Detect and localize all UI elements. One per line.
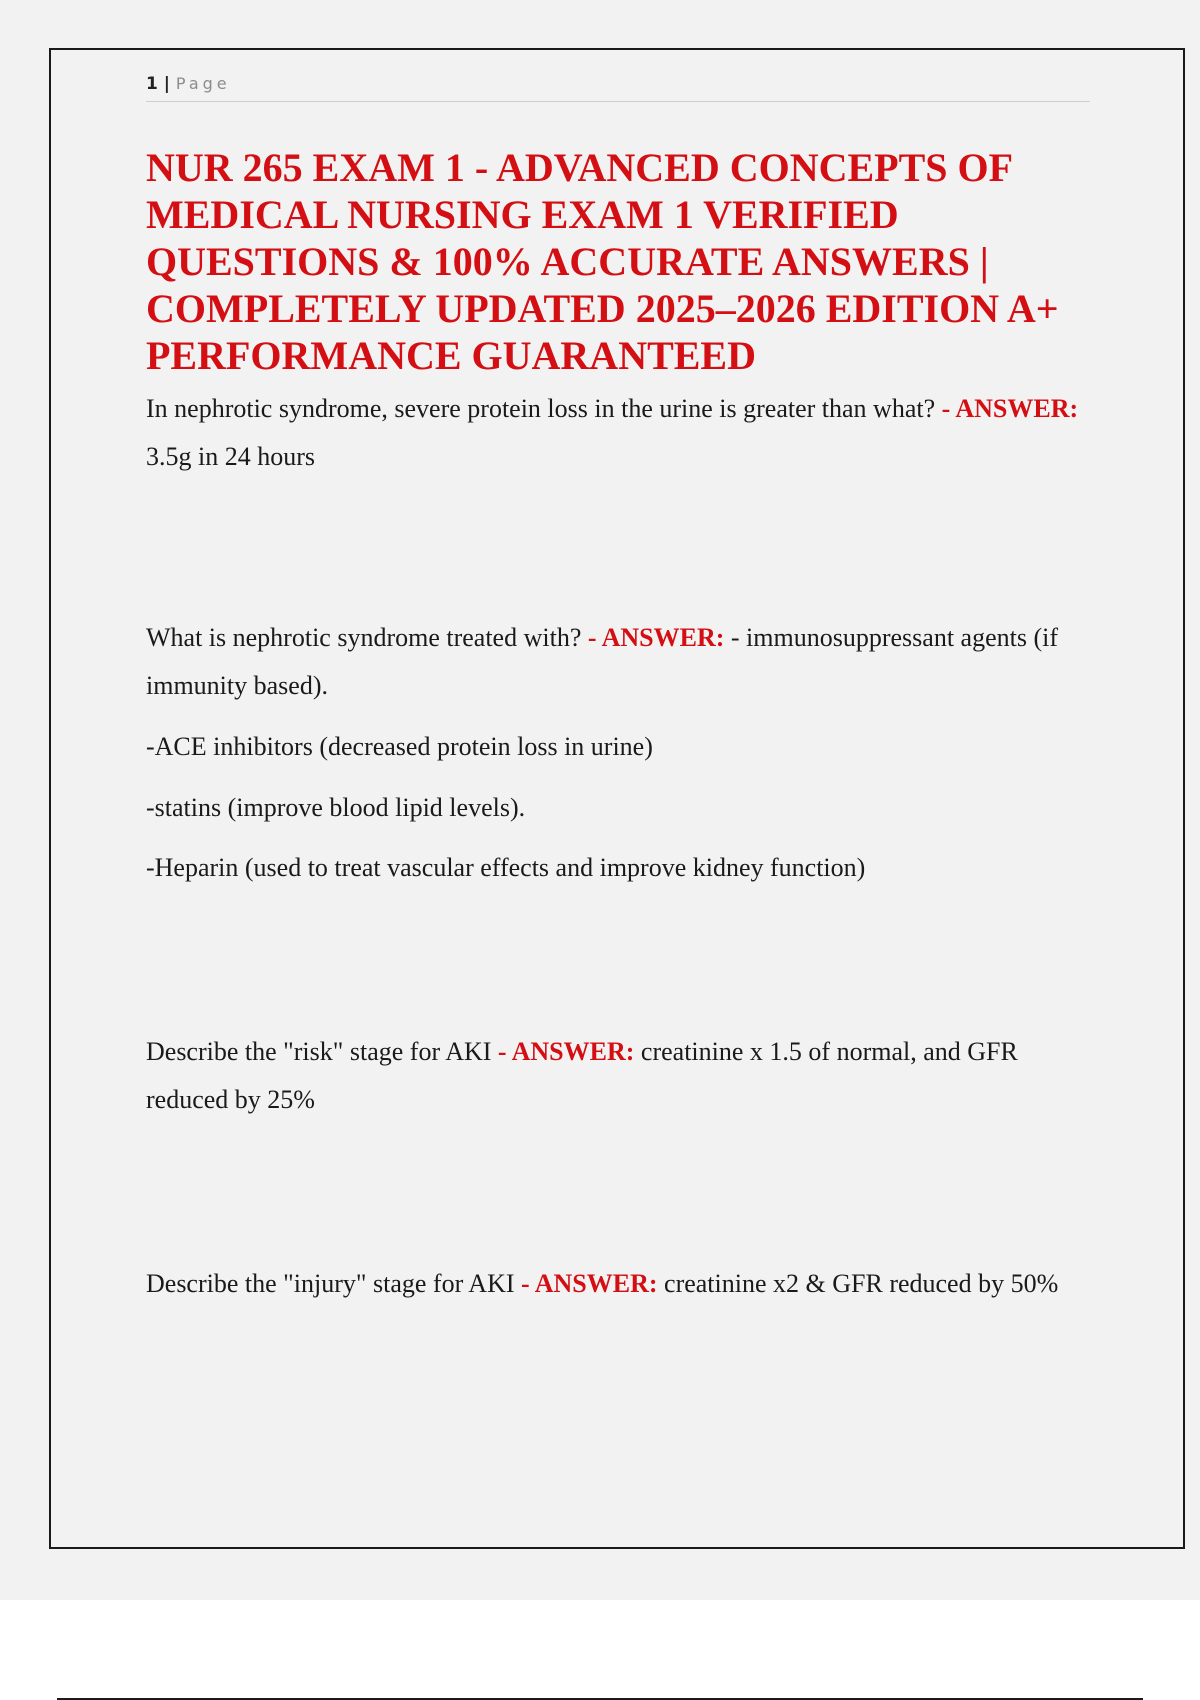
question-text: Describe the "risk" stage for AKI	[146, 1037, 498, 1066]
qa-item-1	[146, 385, 1106, 481]
page-separator: |	[157, 74, 176, 94]
page-number: 1	[146, 74, 158, 94]
qa-item-2	[146, 614, 1106, 710]
answer-text: - immunosuppressant agents (if immunity based).	[146, 623, 1058, 700]
answer-label: - ANSWER:	[497, 1037, 635, 1066]
answer-label: - ANSWER:	[587, 623, 725, 652]
answer-text: creatinine x 1.5 of normal, and GFR reduced by 25%	[146, 1037, 1018, 1114]
question-text: In nephrotic syndrome, severe protein loss in the urine is greater than what?	[146, 394, 942, 423]
page-word: Page	[175, 74, 231, 93]
question-text: Describe the "injury" stage for AKI	[146, 1269, 522, 1298]
answer-list-item: -Heparin (used to treat vascular effects and improve kidney function)	[146, 853, 866, 882]
document-title: NUR 265 EXAM 1 - ADVANCED CONCEPTS OF MEDICAL NURSING EXAM 1 VERIFIED QUESTIONS & 100% ACCURATE ANSWERS | COMPLETELY UPDATED 2025–2026 EDITION A+ PERFORMANCE GUARANTEED	[146, 145, 1059, 378]
answer-list-item: -ACE inhibitors (decreased protein loss in urine)	[146, 732, 653, 761]
qa-item-3	[146, 1028, 1106, 1124]
answer-label: - ANSWER:	[521, 1269, 658, 1298]
answer-text: 3.5g in 24 hours	[146, 442, 315, 471]
question-text: What is nephrotic syndrome treated with?	[146, 623, 588, 652]
answer-list-item: -statins (improve blood lipid levels).	[146, 793, 526, 822]
answer-text: creatinine x2 & GFR reduced by 50%	[657, 1269, 1059, 1298]
page-header	[146, 72, 1090, 102]
answer-label: - ANSWER:	[941, 394, 1079, 423]
qa-item-4	[146, 1260, 1106, 1308]
